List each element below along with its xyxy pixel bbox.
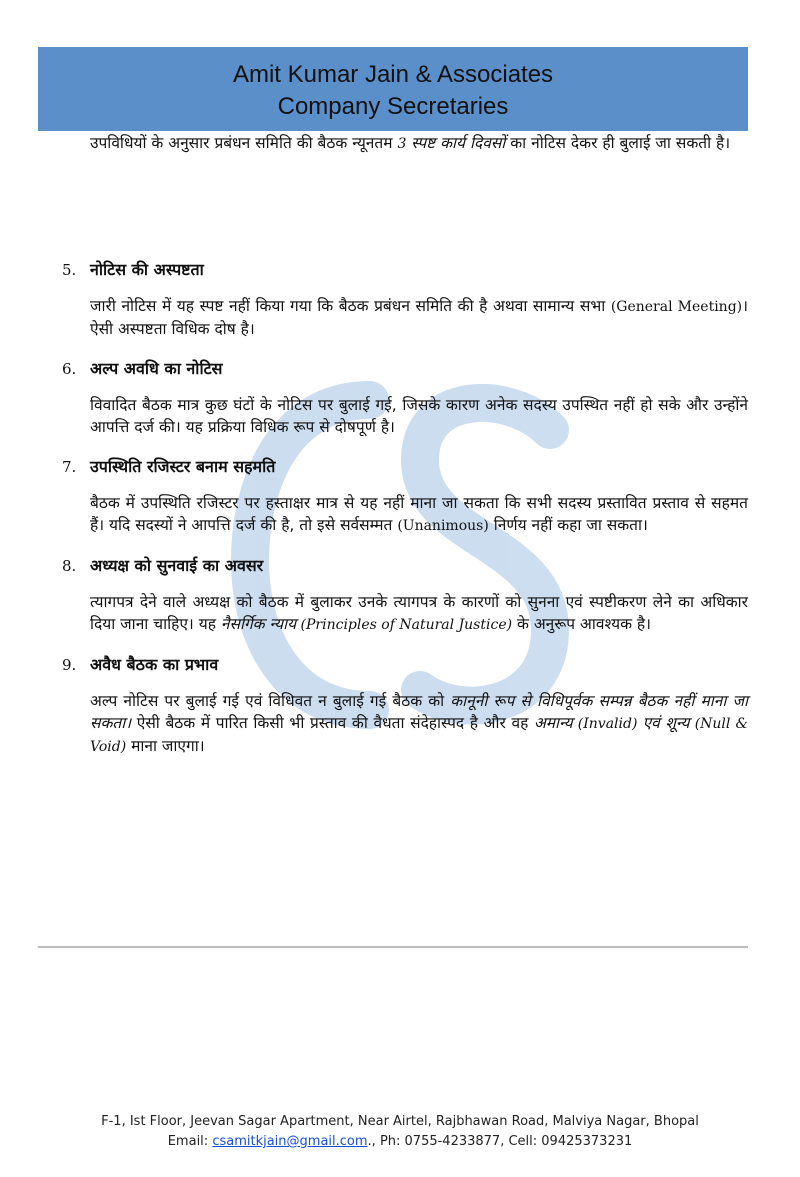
english-term: (Unanimous) (397, 518, 489, 534)
english-term: (Principles of Natural Justice) (296, 617, 513, 633)
section-paragraph (90, 295, 748, 340)
paragraph-text-end: के अनुरूप आवश्यक है। (512, 615, 652, 633)
letterhead-banner (38, 47, 748, 131)
paragraph-text: बैठक में उपस्थिति रजिस्टर पर हस्ताक्षर मात्र से यह नहीं माना जा सकता कि सभी सदस्य प्रस्तावित प्रस्ताव से सहमत हैं। यदि सदस्यों ने आपत्ति दर्ज की है, तो इसे सर्वसम्मत (90, 494, 748, 534)
intro-number: 3 (397, 136, 407, 152)
section-number: 8. (62, 557, 77, 575)
paragraph-text-end: माना जाएगा। (126, 737, 205, 755)
section-8 (62, 555, 748, 636)
emphasis-text: नैसर्गिक न्याय (220, 615, 297, 633)
section-number: 7. (62, 458, 77, 476)
paragraph-text-end: । ऐसी अस्पष्टता विधिक दोष है। (90, 297, 749, 338)
section-paragraph (90, 492, 748, 537)
section-number: 6. (62, 360, 77, 378)
english-term: (General Meeting) (610, 299, 743, 315)
section-title: उपस्थिति रजिस्टर बनाम सहमति (90, 457, 276, 476)
section-heading (62, 456, 748, 478)
paragraph-text: अल्प नोटिस पर बुलाई गई एवं विधिवत न बुलाई गई बैठक को (90, 692, 451, 710)
section-5 (62, 259, 748, 340)
section-heading (62, 555, 748, 577)
section-7 (62, 456, 748, 537)
section-6 (62, 358, 748, 438)
emphasis-text: कानूनी रूप से विधिपूर्वक सम्पन्न बैठक नहीं माना जा सकता। (90, 692, 748, 732)
section-paragraph (90, 591, 748, 636)
section-heading (62, 259, 748, 281)
footer-divider (38, 946, 748, 948)
document-body (62, 132, 748, 758)
intro-emphasis: स्पष्ट कार्य दिवसों (406, 134, 506, 152)
intro-text: उपविधियों के अनुसार प्रबंधन समिति की बैठक न्यूनतम (90, 134, 398, 152)
section-number: 5. (62, 261, 77, 279)
intro-text-end: का नोटिस देकर ही बुलाई जा सकती है। (505, 134, 731, 152)
phone-numbers: ., Ph: 0755-4233877, Cell: 09425373231 (367, 1134, 633, 1149)
section-paragraph (90, 690, 748, 758)
paragraph-text-end: निर्णय नहीं कहा जा सकता। (488, 516, 648, 534)
firm-designation: Company Secretaries (277, 93, 509, 120)
firm-name: Amit Kumar Jain & Associates (232, 61, 554, 88)
emphasis-invalid: अमान्य (533, 714, 573, 732)
section-number: 9. (62, 656, 77, 674)
paragraph-text: जारी नोटिस में यह स्पष्ट नहीं किया गया कि बैठक प्रबंधन समिति की है अथवा सामान्य सभा (90, 297, 611, 315)
paragraph-text-mid: ऐसी बैठक में पारित किसी भी प्रस्ताव की वैधता संदेहास्पद है और वह (131, 714, 534, 732)
section-paragraph (90, 394, 748, 438)
footer-address: F-1, Ist Floor, Jeevan Sagar Apartment, Near Airtel, Rajbhawan Road, Malviya Nagar, Bhopal (101, 1114, 699, 1129)
paragraph-text: त्यागपत्र देने वाले अध्यक्ष को बैठक में बुलाकर उनके त्यागपत्र के कारणों को सुनना एवं स्पष्टीकरण लेने का अधिकार दिया जाना चाहिए। यह (90, 593, 748, 633)
section-title: अल्प अवधि का नोटिस (90, 359, 223, 378)
footer-contact-line (0, 1132, 800, 1152)
section-heading (62, 358, 748, 380)
section-title: अध्यक्ष को सुनवाई का अवसर (90, 556, 264, 575)
intro-paragraph (90, 132, 748, 155)
section-heading (62, 654, 748, 676)
letterhead-footer (0, 1112, 800, 1152)
emphasis-void: एवं शून्य (642, 714, 690, 732)
section-title: अवैध बैठक का प्रभाव (90, 655, 219, 674)
english-term-invalid: (Invalid) (572, 716, 643, 732)
section-9 (62, 654, 748, 758)
email-link[interactable]: csamitkjain@gmail.com (212, 1134, 368, 1149)
email-label: Email: (167, 1134, 213, 1149)
paragraph-text: विवादित बैठक मात्र कुछ घंटों के नोटिस पर बुलाई गई, जिसके कारण अनेक सदस्य उपस्थित नहीं हो सके और उन्होंने आपत्ति दर्ज की। यह प्रक्रिया विधिक रूप से दोषपूर्ण है। (90, 396, 748, 436)
section-title: नोटिस की अस्पष्टता (90, 260, 204, 279)
english-term-void: (Null & Void) (90, 716, 749, 755)
